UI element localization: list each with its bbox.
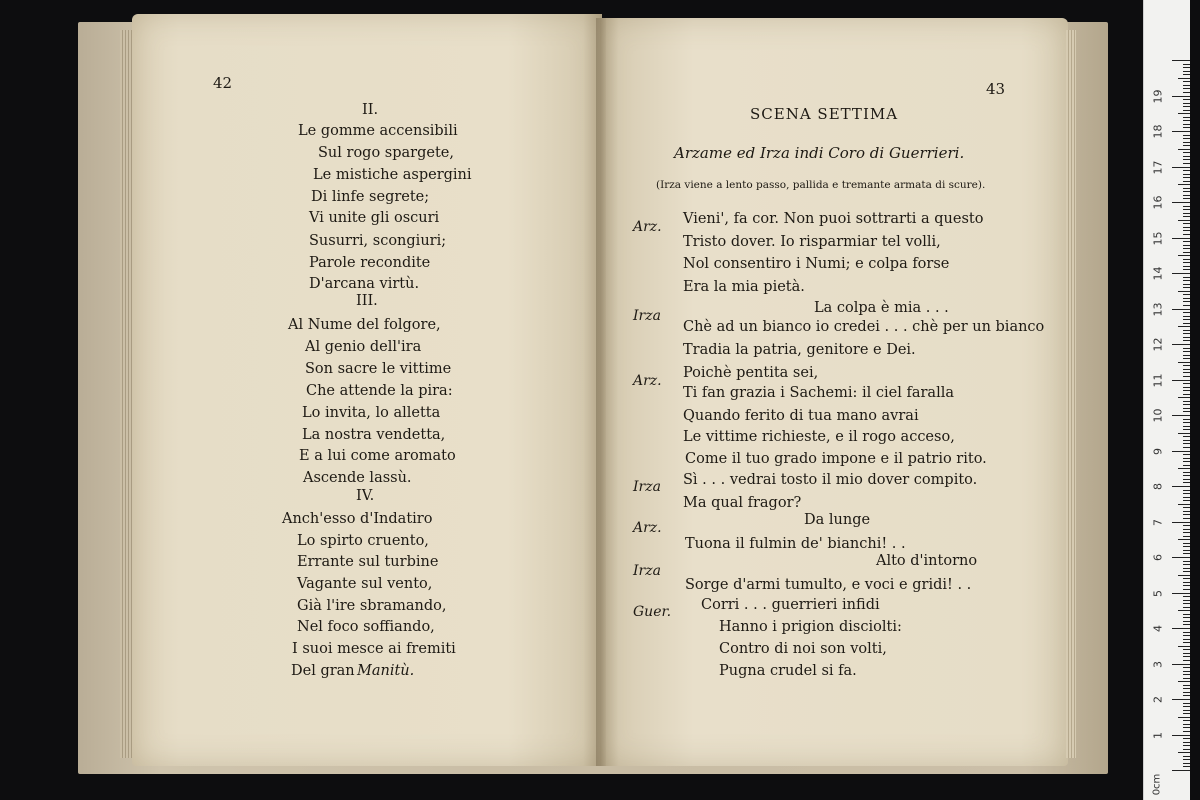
ruler-tick	[1178, 326, 1190, 327]
ruler-tick	[1178, 717, 1190, 718]
ruler-tick	[1183, 206, 1190, 207]
ruler-tick	[1183, 81, 1190, 82]
ruler-tick	[1172, 202, 1190, 203]
ruler-tick	[1183, 639, 1190, 640]
ruler-tick	[1183, 74, 1190, 75]
ruler-tick	[1183, 447, 1190, 448]
speaker-label: Arz.	[633, 219, 662, 235]
ruler-tick	[1183, 607, 1190, 608]
ruler-tick	[1172, 344, 1190, 345]
ruler-tick	[1183, 401, 1190, 402]
poem-line: Le gomme accensibili	[298, 123, 458, 139]
speaker-label: Arz.	[633, 373, 662, 389]
ruler-tick	[1172, 628, 1190, 629]
ruler-tick	[1178, 78, 1190, 79]
ruler-tick	[1183, 312, 1190, 313]
ruler-tick	[1183, 461, 1190, 462]
ruler-tick	[1183, 298, 1190, 299]
ruler-tick	[1183, 156, 1190, 157]
ruler-tick	[1172, 60, 1190, 61]
ruler-tick	[1183, 440, 1190, 441]
ruler-tick	[1183, 337, 1190, 338]
ruler-tick	[1178, 681, 1190, 682]
ruler-tick	[1172, 309, 1190, 310]
ruler-tick	[1183, 99, 1190, 100]
poem-line: Vagante sul vento,	[297, 576, 433, 592]
ruler-tick	[1178, 646, 1190, 647]
dialogue-line: Chè ad un bianco io credei . . . chè per un bianco	[683, 319, 1045, 335]
ruler-tick	[1183, 138, 1190, 139]
ruler-tick	[1183, 667, 1190, 668]
ruler-tick	[1183, 543, 1190, 544]
dialogue-line: Tradia la patria, genitore e Dei.	[683, 342, 916, 358]
ruler-tick	[1183, 532, 1190, 533]
ruler-tick	[1183, 571, 1190, 572]
stanza-number: III.	[356, 293, 378, 309]
ruler-tick	[1183, 429, 1190, 430]
ruler-tick	[1183, 376, 1190, 377]
ruler-tick	[1183, 674, 1190, 675]
ruler-tick	[1183, 490, 1190, 491]
ruler-tick	[1183, 713, 1190, 714]
ruler-tick	[1183, 198, 1190, 199]
ruler-tick	[1183, 159, 1190, 160]
poem-line: D'arcana virtù.	[309, 276, 420, 292]
poem-line: Vi unite gli oscuri	[309, 210, 440, 226]
poem-line: I suoi mesce ai fremiti	[292, 641, 456, 657]
ruler-tick	[1183, 493, 1190, 494]
ruler-tick	[1178, 149, 1190, 150]
ruler-tick	[1183, 170, 1190, 171]
ruler-tick	[1183, 614, 1190, 615]
ruler-tick	[1172, 238, 1190, 239]
dialogue-line: Vieni', fa cor. Non puoi sottrarti a questo	[683, 211, 984, 227]
ruler-tick	[1183, 632, 1190, 633]
ruler-tick	[1183, 127, 1190, 128]
ruler-tick	[1183, 617, 1190, 618]
ruler-tick	[1183, 436, 1190, 437]
ruler-tick	[1178, 539, 1190, 540]
ruler-number: 8	[1151, 483, 1165, 490]
ruler-tick	[1183, 763, 1190, 764]
ruler-number: 9	[1151, 447, 1165, 455]
book-gutter	[596, 18, 606, 766]
ruler-tick	[1183, 177, 1190, 178]
ruler-tick	[1183, 301, 1190, 302]
poem-line: Parole recondite	[309, 255, 431, 271]
poem-line: Che attende la pira:	[306, 383, 453, 399]
ruler-tick	[1183, 475, 1190, 476]
poem-line: Lo spirto cruento,	[297, 533, 429, 549]
ruler-tick	[1183, 426, 1190, 427]
ruler-tick	[1172, 557, 1190, 558]
ruler-tick	[1183, 458, 1190, 459]
ruler-number: 7	[1151, 518, 1165, 526]
ruler-tick	[1183, 223, 1190, 224]
ruler-tick	[1183, 294, 1190, 295]
ruler-tick	[1183, 280, 1190, 281]
ruler-tick	[1183, 277, 1190, 278]
ruler-tick	[1183, 621, 1190, 622]
poem-line: Susurri, scongiuri;	[309, 233, 447, 249]
ruler-tick	[1183, 678, 1190, 679]
ruler-tick	[1183, 209, 1190, 210]
ruler-tick	[1183, 738, 1190, 739]
ruler-tick	[1183, 550, 1190, 551]
poem-line: Anch'esso d'Indatiro	[282, 511, 433, 527]
ruler-tick	[1178, 610, 1190, 611]
ruler-tick	[1183, 759, 1190, 760]
ruler-number: 16	[1151, 195, 1165, 210]
ruler-tick	[1183, 330, 1190, 331]
ruler-tick	[1183, 479, 1190, 480]
dialogue-line: Nol consentiro i Numi; e colpa forse	[683, 256, 950, 272]
ruler-number: 17	[1151, 160, 1165, 174]
ruler-tick	[1183, 727, 1190, 728]
ruler-tick	[1183, 688, 1190, 689]
ruler-tick	[1178, 504, 1190, 505]
ruler-tick	[1183, 355, 1190, 356]
ruler-tick	[1183, 749, 1190, 750]
poem-line: Son sacre le vittime	[305, 361, 452, 377]
ruler-tick	[1183, 394, 1190, 395]
ruler-tick	[1183, 529, 1190, 530]
ruler-tick	[1183, 234, 1190, 235]
ruler-tick	[1183, 411, 1190, 412]
ruler-tick	[1178, 220, 1190, 221]
dialogue-line: Tuona il fulmin de' bianchi! . .	[685, 536, 906, 552]
ruler-tick	[1183, 245, 1190, 246]
ruler-tick	[1183, 564, 1190, 565]
ruler-tick	[1183, 649, 1190, 650]
left-page-number: 42	[213, 74, 233, 92]
scene-subtitle: Arzame ed Irza indi Coro di Guerrieri.	[674, 144, 965, 162]
ruler-tick	[1183, 120, 1190, 121]
speaker-label: Guer.	[633, 604, 672, 620]
ruler-tick	[1183, 333, 1190, 334]
ruler-tick	[1183, 340, 1190, 341]
poem-line: Del gran	[291, 663, 355, 679]
ruler-number: 4	[1151, 625, 1165, 632]
ruler-tick	[1183, 656, 1190, 657]
ruler-tick	[1183, 323, 1190, 324]
ruler-tick	[1178, 433, 1190, 434]
poem-line: Sul rogo spargete,	[318, 145, 454, 161]
dialogue-line: Hanno i prigion disciolti:	[719, 619, 902, 635]
ruler-tick	[1172, 699, 1190, 700]
ruler-tick	[1183, 692, 1190, 693]
ruler-tick	[1172, 735, 1190, 736]
ruler-tick	[1183, 589, 1190, 590]
dialogue-line: Da lunge	[804, 512, 871, 528]
ruler-tick	[1183, 316, 1190, 317]
ruler-tick	[1183, 124, 1190, 125]
ruler-tick	[1183, 348, 1190, 349]
ruler-tick	[1183, 181, 1190, 182]
dialogue-line: Corri . . . guerrieri infidi	[701, 597, 880, 613]
ruler-tick	[1183, 387, 1190, 388]
poem-line: Al Nume del folgore,	[288, 317, 441, 333]
ruler-tick	[1183, 369, 1190, 370]
ruler-tick	[1183, 64, 1190, 65]
ruler-tick	[1183, 372, 1190, 373]
ruler-number: 12	[1151, 337, 1165, 352]
ruler-tick	[1183, 259, 1190, 260]
ruler-tick	[1183, 152, 1190, 153]
ruler-tick	[1183, 553, 1190, 554]
ruler-number: 11	[1151, 373, 1165, 387]
dialogue-line: Poichè pentita sei,	[683, 365, 819, 381]
ruler-tick	[1183, 578, 1190, 579]
ruler-tick	[1183, 262, 1190, 263]
ruler-tick	[1183, 603, 1190, 604]
ruler-tick	[1183, 227, 1190, 228]
speaker-label: Irza	[633, 563, 661, 579]
ruler-number: 6	[1151, 554, 1165, 561]
ruler-tick	[1183, 660, 1190, 661]
ruler-tick	[1183, 188, 1190, 189]
ruler-tick	[1183, 472, 1190, 473]
ruler-tick	[1183, 525, 1190, 526]
ruler-tick	[1178, 255, 1190, 256]
ruler-tick	[1183, 465, 1190, 466]
ruler-tick	[1178, 184, 1190, 185]
ruler-tick	[1183, 351, 1190, 352]
dialogue-line: Sorge d'armi tumulto, e voci e gridi! . .	[685, 577, 972, 593]
poem-line-italic: Manitù.	[357, 663, 415, 679]
ruler-number: 15	[1151, 231, 1165, 245]
poem-line: Di linfe segrete;	[311, 189, 430, 205]
dialogue-line: La colpa è mia . . .	[814, 300, 949, 316]
ruler-number: 2	[1151, 696, 1165, 703]
ruler-tick	[1183, 230, 1190, 231]
ruler-tick	[1183, 284, 1190, 285]
ruler-tick	[1183, 511, 1190, 512]
ruler-tick	[1172, 664, 1190, 665]
ruler-tick	[1183, 507, 1190, 508]
ruler-tick	[1183, 582, 1190, 583]
ruler-tick	[1183, 85, 1190, 86]
right-page-number: 43	[986, 80, 1006, 98]
ruler-tick	[1183, 742, 1190, 743]
measurement-ruler	[1143, 0, 1190, 800]
ruler-tick	[1178, 113, 1190, 114]
ruler-tick	[1183, 195, 1190, 196]
ruler-tick	[1183, 135, 1190, 136]
ruler-tick	[1183, 685, 1190, 686]
ruler-tick	[1183, 191, 1190, 192]
ruler-tick	[1183, 365, 1190, 366]
ruler-tick	[1172, 96, 1190, 97]
ruler-tick	[1183, 756, 1190, 757]
ruler-tick	[1178, 575, 1190, 576]
ruler-tick	[1183, 720, 1190, 721]
ruler-unit: 0cm	[1151, 773, 1163, 796]
dialogue-line: Ti fan grazia i Sachemi: il ciel faralla	[683, 385, 954, 401]
ruler-number: 5	[1151, 589, 1165, 597]
ruler-tick	[1183, 67, 1190, 68]
ruler-tick	[1183, 706, 1190, 707]
speaker-label: Arz.	[633, 520, 662, 536]
ruler-tick	[1183, 585, 1190, 586]
poem-line: Errante sul turbine	[297, 554, 439, 570]
ruler-tick	[1183, 731, 1190, 732]
stage-direction: (Irza viene a lento passo, pallida e tremante armata di scure).	[656, 179, 986, 191]
ruler-tick	[1183, 500, 1190, 501]
dialogue-line: Ma qual fragor?	[683, 495, 802, 511]
ruler-tick	[1183, 404, 1190, 405]
ruler-tick	[1183, 216, 1190, 217]
ruler-tick	[1183, 671, 1190, 672]
ruler-number: 19	[1151, 89, 1165, 103]
speaker-label: Irza	[633, 308, 661, 324]
ruler-tick	[1183, 106, 1190, 107]
ruler-tick	[1183, 596, 1190, 597]
ruler-tick	[1183, 174, 1190, 175]
ruler-tick	[1183, 561, 1190, 562]
ruler-tick	[1183, 383, 1190, 384]
ruler-tick	[1183, 497, 1190, 498]
ruler-number: 10	[1151, 408, 1165, 423]
ruler-tick	[1183, 390, 1190, 391]
ruler-number: 13	[1151, 302, 1165, 316]
ruler-number: 14	[1151, 266, 1165, 281]
poem-line: Nel foco soffiando,	[297, 619, 435, 635]
ruler-number: 3	[1151, 660, 1165, 668]
dialogue-line: Sì . . . vedrai tosto il mio dover compito.	[683, 472, 978, 488]
ruler-tick	[1183, 710, 1190, 711]
ruler-tick	[1183, 142, 1190, 143]
ruler-tick	[1183, 600, 1190, 601]
ruler-tick	[1183, 305, 1190, 306]
ruler-tick	[1183, 642, 1190, 643]
ruler-tick	[1183, 241, 1190, 242]
dialogue-line: Le vittime richieste, e il rogo acceso,	[683, 429, 955, 445]
ruler-tick	[1178, 362, 1190, 363]
ruler-tick	[1183, 252, 1190, 253]
poem-line: Le mistiche aspergini	[313, 167, 472, 183]
ruler-tick	[1183, 422, 1190, 423]
ruler-tick	[1178, 468, 1190, 469]
ruler-tick	[1172, 486, 1190, 487]
ruler-tick	[1183, 724, 1190, 725]
ruler-tick	[1183, 419, 1190, 420]
ruler-tick	[1183, 163, 1190, 164]
ruler-tick	[1178, 752, 1190, 753]
ruler-tick	[1172, 380, 1190, 381]
ruler-tick	[1183, 443, 1190, 444]
ruler-tick	[1172, 770, 1190, 771]
ruler-tick	[1183, 92, 1190, 93]
ruler-tick	[1183, 287, 1190, 288]
ruler-tick	[1172, 131, 1190, 132]
ruler-tick	[1172, 451, 1190, 452]
ruler-tick	[1183, 536, 1190, 537]
ruler-tick	[1183, 103, 1190, 104]
dialogue-line: Alto d'intorno	[876, 553, 978, 569]
ruler-tick	[1183, 568, 1190, 569]
ruler-tick	[1183, 269, 1190, 270]
ruler-tick	[1172, 415, 1190, 416]
dialogue-line: Quando ferito di tua mano avrai	[683, 408, 919, 424]
ruler-tick	[1183, 71, 1190, 72]
ruler-tick	[1183, 546, 1190, 547]
poem-line: Già l'ire sbramando,	[297, 598, 447, 614]
ruler-tick	[1183, 635, 1190, 636]
ruler-tick	[1183, 358, 1190, 359]
poem-line: La nostra vendetta,	[302, 427, 446, 443]
poem-line: Ascende lassù.	[303, 470, 412, 486]
poem-line: Lo invita, lo alletta	[302, 405, 441, 421]
ruler-tick	[1183, 145, 1190, 146]
ruler-tick	[1183, 408, 1190, 409]
dialogue-line: Come il tuo grado impone e il patrio rito.	[685, 451, 987, 467]
ruler-tick	[1183, 695, 1190, 696]
ruler-tick	[1178, 397, 1190, 398]
poem-line: Al genio dell'ira	[305, 339, 422, 355]
ruler-tick	[1183, 514, 1190, 515]
ruler-tick	[1183, 319, 1190, 320]
ruler-tick	[1183, 248, 1190, 249]
ruler-tick	[1172, 522, 1190, 523]
ruler-tick	[1183, 653, 1190, 654]
ruler-tick	[1178, 291, 1190, 292]
ruler-tick	[1183, 454, 1190, 455]
ruler-number: 1	[1151, 731, 1165, 739]
ruler-tick	[1183, 266, 1190, 267]
ruler-tick	[1172, 167, 1190, 168]
ruler-tick	[1183, 110, 1190, 111]
dialogue-line: Pugna crudel si fa.	[719, 663, 857, 679]
stanza-number: IV.	[356, 488, 375, 504]
ruler-tick	[1183, 117, 1190, 118]
dialogue-line: Contro di noi son volti,	[719, 641, 887, 657]
speaker-label: Irza	[633, 479, 661, 495]
dialogue-line: Tristo dover. Io risparmiar tel volli,	[683, 234, 941, 250]
ruler-tick	[1183, 213, 1190, 214]
ruler-number: 18	[1151, 124, 1165, 139]
scene-title: SCENA SETTIMA	[750, 105, 899, 123]
ruler-tick	[1183, 518, 1190, 519]
ruler-tick	[1183, 482, 1190, 483]
ruler-tick	[1183, 745, 1190, 746]
ruler-tick	[1183, 766, 1190, 767]
ruler-tick	[1183, 88, 1190, 89]
ruler-tick	[1172, 273, 1190, 274]
right-page-edges	[1066, 30, 1076, 758]
stanza-number: II.	[362, 102, 379, 118]
ruler-tick	[1183, 703, 1190, 704]
poem-line: E a lui come aromato	[299, 448, 456, 464]
dialogue-line: Era la mia pietà.	[683, 279, 805, 295]
ruler-tick	[1172, 593, 1190, 594]
ruler-tick	[1183, 624, 1190, 625]
